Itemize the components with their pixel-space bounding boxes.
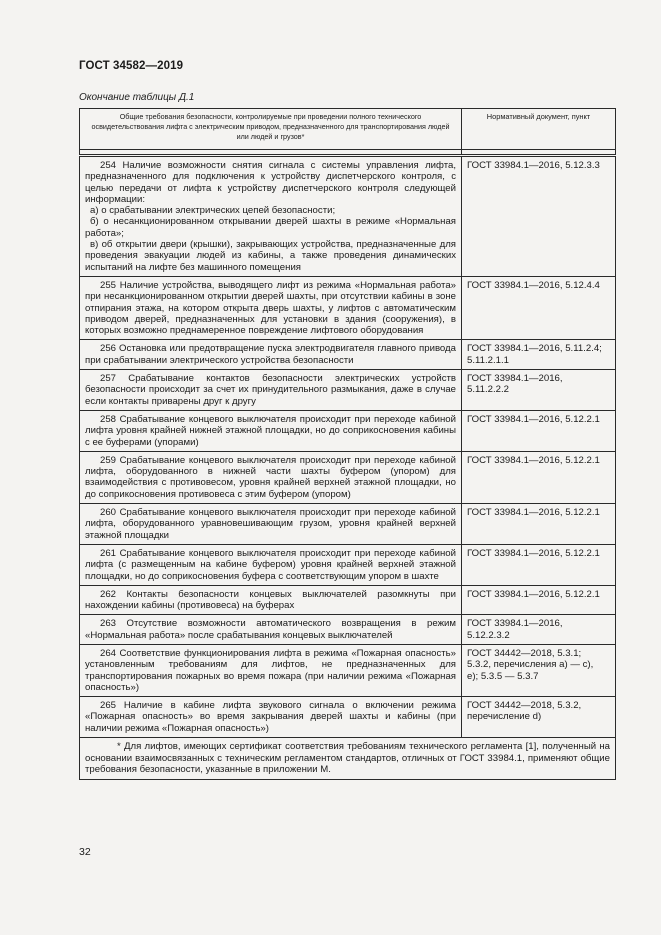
normative-reference: е); 5.3.5 — 5.3.7 [467, 670, 539, 682]
table-body [80, 150, 616, 738]
requirement-cell [80, 340, 462, 370]
table-row [80, 697, 616, 738]
normative-reference: 5.3.2, перечисления а) — с), [467, 659, 594, 671]
col-header-requirements: Общие требования безопасности, контролируемые при проведении полного технического освидетельствования лифта с электрическим приводом, предназначенного для транспортирования людей или людей и грузов* [80, 109, 462, 150]
requirement-cell [80, 276, 462, 339]
requirement-text: 264 Соответствие функционирования лифта в режима «Пожарная опасность» установленным требованиям для лифтов, не предназначенных для транспортирования пожарных во время пожара (при наличии режима «Пожарная опасность») [85, 647, 456, 693]
normative-reference: ГОСТ 33984.1—2016, 5.12.2.1 [467, 588, 600, 600]
normative-reference-cell [462, 156, 616, 277]
footnote [80, 738, 616, 780]
normative-reference-cell [462, 644, 616, 696]
table-row [80, 340, 616, 370]
normative-reference: ГОСТ 33984.1—2016, [467, 618, 563, 630]
normative-reference: 5.12.2.3.2 [467, 629, 510, 641]
footnote-row [80, 738, 616, 780]
table-row [80, 644, 616, 696]
normative-reference-cell [462, 544, 616, 585]
requirement-cell [80, 585, 462, 615]
table-row [80, 451, 616, 503]
document-code: ГОСТ 34582—2019 [79, 60, 184, 72]
table-row [80, 370, 616, 411]
normative-reference-cell [462, 276, 616, 339]
requirement-cell [80, 544, 462, 585]
table-row [80, 544, 616, 585]
requirement-text: 254 Наличие возможности снятия сигнала с системы управления лифта, предназначенного для подключения к устройству диспетчерского контроля, с целью передачи от лифта к устройству диспетчерского контроля следующей информации: [85, 160, 456, 205]
normative-reference: ГОСТ 33984.1—2016, 5.12.2.1 [467, 547, 600, 559]
requirement-text: 258 Срабатывание концевого выключателя происходит при переходе кабиной лифта уровня крайней нижней этажной площадки, но до соприкосновения кабины с ее буферами (упорами) [85, 413, 456, 448]
normative-reference-cell [462, 410, 616, 451]
requirement-text: 259 Срабатывание концевого выключателя происходит при переходе кабиной лифта, оборудованного в нижней части шахты буфером (упором) для взаимодействия с противовесом, уровня крайней верхней этажной площадки, но до соприкосновения противовеса с этим буфером (упором) [85, 454, 456, 500]
normative-reference-cell [462, 340, 616, 370]
requirement-text: 257 Срабатывание контактов безопасности электрических устройств безопасности происходит за счет их принудительного размыкания, даже в случае если контакты приварены друг к другу [85, 373, 456, 407]
table-row [80, 615, 616, 645]
table-row [80, 585, 616, 615]
normative-reference: ГОСТ 33984.1—2016, 5.11.2.4; [467, 343, 602, 355]
requirement-subitem: в) об открытии двери (крышки), закрывающих устройства, предназначенные для проведения эвакуации людей из кабины, а также проведения динамических испытаний на лифте без машинного помещения [85, 239, 456, 273]
requirements-table [79, 108, 616, 780]
normative-reference: ГОСТ 33984.1—2016, 5.12.2.1 [467, 507, 600, 519]
table-header-row [80, 109, 616, 150]
requirement-cell [80, 410, 462, 451]
requirement-cell [80, 644, 462, 696]
normative-reference: ГОСТ 33984.1—2016, 5.12.2.1 [467, 413, 600, 425]
normative-reference: ГОСТ 34442—2018, 5.3.2, перечисление d) [467, 700, 582, 723]
requirement-cell [80, 370, 462, 411]
table-row [80, 156, 616, 277]
table-row [80, 504, 616, 545]
normative-reference: ГОСТ 33984.1—2016, 5.12.4.4 [467, 279, 600, 291]
normative-reference: ГОСТ 33984.1—2016, [467, 373, 563, 385]
normative-reference-cell [462, 451, 616, 503]
requirement-text: 261 Срабатывание концевого выключателя происходит при переходе кабиной лифта (с размещенным на кабине буфером) уровня крайней верхней этажной площадки, но до соприкосновения буфера с соответствующим упором в шахте [85, 547, 456, 582]
col-header-normative-document: Нормативный документ, пункт [462, 109, 616, 150]
normative-reference-cell [462, 585, 616, 615]
footnote-text: * Для лифтов, имеющих сертификат соответствия требованиям технического регламента [1], полученный на основании взаимосвязанных с техническим регламентом стандартов, отличных от ГОСТ 33984.1, применяют общие требования безопасности, указанные в приложении М. [85, 741, 610, 776]
requirement-subitem: а) о срабатывании электрических цепей безопасности; [90, 205, 336, 217]
requirement-text: 256 Остановка или предотвращение пуска электродвигателя главного привода при срабатывании электрического устройства безопасности [85, 343, 456, 366]
normative-reference: ГОСТ 33984.1—2016, 5.12.2.1 [467, 454, 600, 466]
requirement-cell [80, 156, 462, 277]
table-row [80, 410, 616, 451]
requirement-text: 265 Наличие в кабине лифта звукового сигнала о включении режима «Пожарная опасность» во время закрывания дверей шахты и кабины (при наличии режима «Пожарная опасность») [85, 700, 456, 734]
normative-reference-cell [462, 697, 616, 738]
requirement-text: 262 Контакты безопасности концевых выключателей разомкнуты при нахождении кабины (противовеса) на буферах [85, 588, 456, 612]
requirement-cell [80, 615, 462, 645]
normative-reference: ГОСТ 34442—2018, 5.3.1; [467, 647, 582, 659]
normative-reference: 5.11.2.2.2 [467, 384, 509, 396]
normative-reference-cell [462, 504, 616, 545]
table-caption: Окончание таблицы Д.1 [79, 92, 195, 103]
requirement-text: 255 Наличие устройства, выводящего лифт из режима «Нормальная работа» при несанкционированном открытии дверей шахты, при отсутствии кабины в зоне отпирания этажа, на котором открыта дверь шахты, у лифтов с автоматическим приводом дверей, предназначенных для установки в здания (сооружения), в которых возможно преднамеренное повреждение лифтового оборудования [85, 279, 456, 337]
normative-reference: 5.11.2.1.1 [467, 354, 509, 366]
normative-reference: ГОСТ 33984.1—2016, 5.12.3.3 [467, 160, 600, 171]
requirement-cell [80, 697, 462, 738]
requirement-subitem: б) о несанкционированном открывании дверей шахты в режиме «Нормальная работа»; [85, 216, 456, 239]
normative-reference-cell [462, 615, 616, 645]
requirement-cell [80, 451, 462, 503]
normative-reference-cell [462, 370, 616, 411]
requirement-cell [80, 504, 462, 545]
page-number: 32 [79, 846, 91, 858]
requirement-text: 263 Отсутствие возможности автоматического возвращения в режим «Нормальная работа» после срабатывания концевых выключателей [85, 618, 456, 641]
table-row [80, 276, 616, 339]
requirement-text: 260 Срабатывание концевого выключателя происходит при переходе кабиной лифта, оборудованного уравновешивающим грузом, уровня крайней верхней этажной площадки [85, 507, 456, 541]
